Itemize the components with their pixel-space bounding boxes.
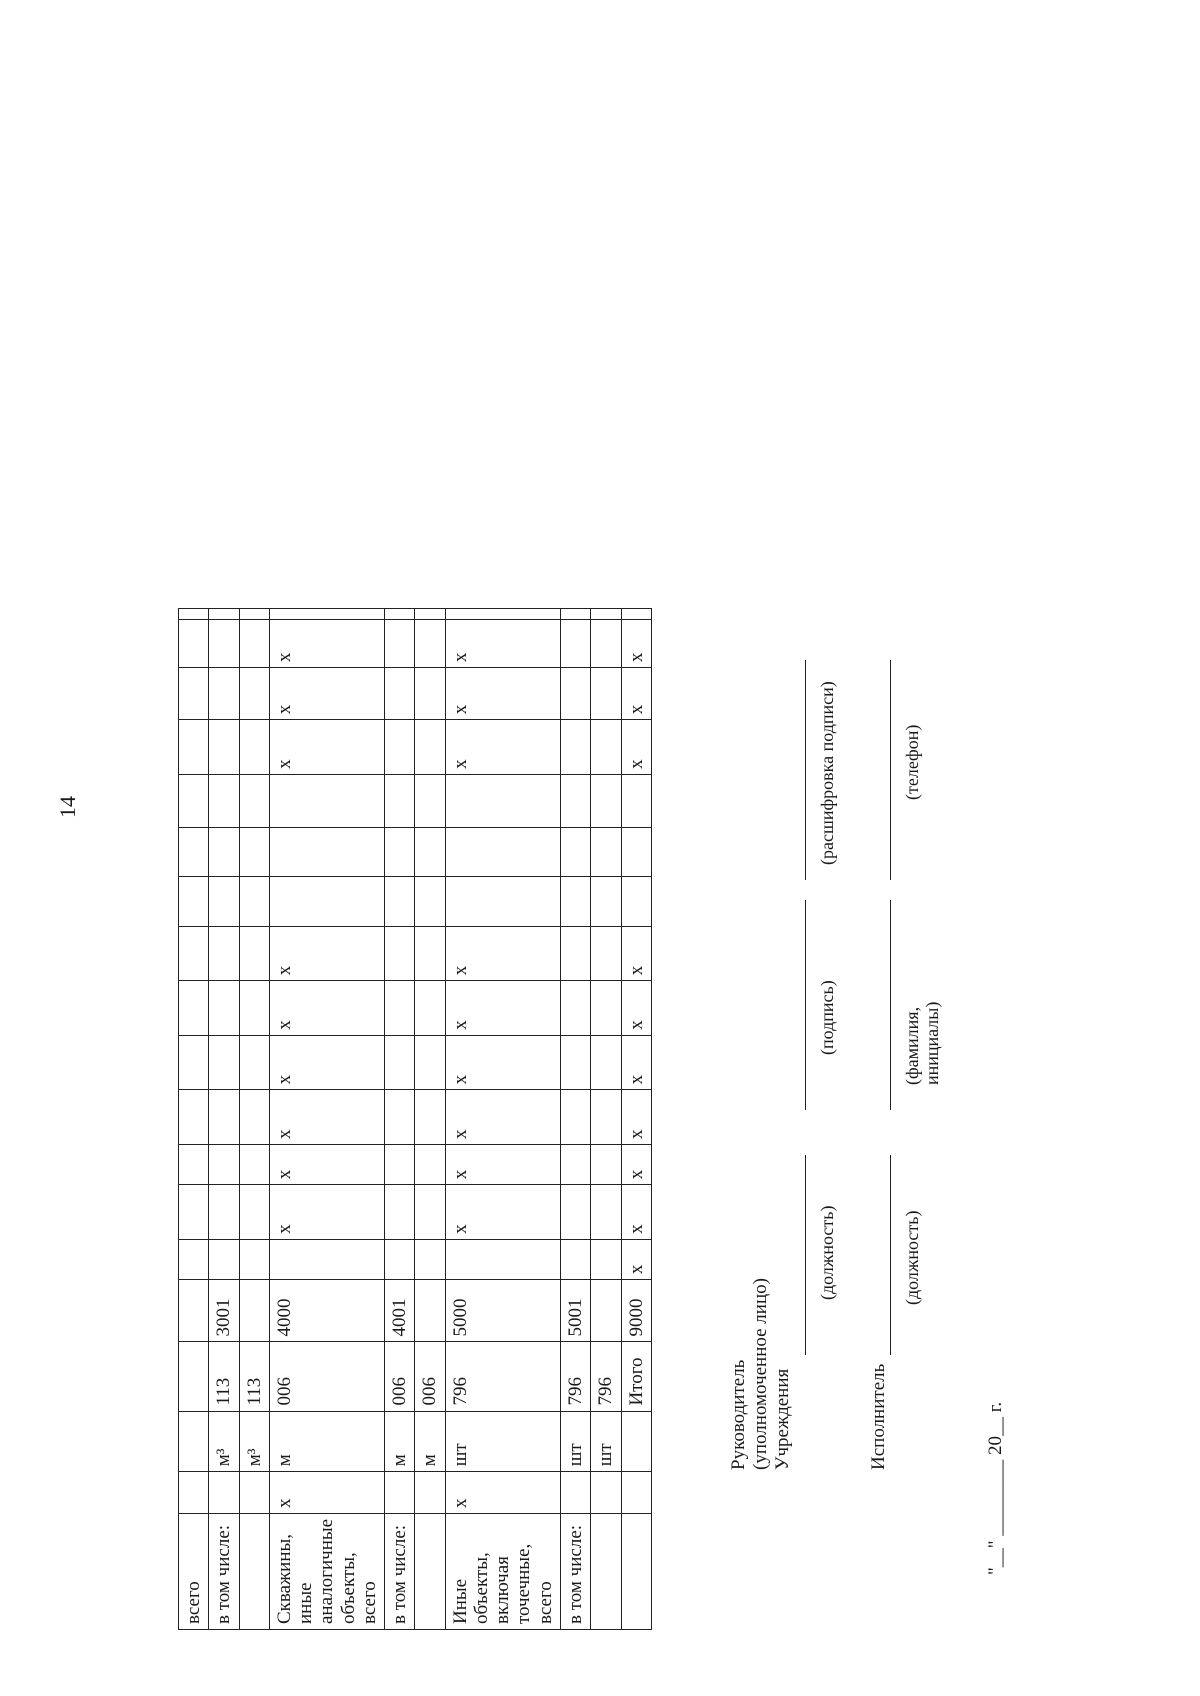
table-cell: х [445, 1090, 560, 1145]
head-label-3: Учреждения [772, 1368, 793, 1470]
table-cell: шт [445, 1411, 560, 1472]
table-cell: 113 [209, 1342, 239, 1411]
table-cell: 796 [445, 1342, 560, 1411]
executor-position-line [890, 1155, 891, 1355]
table-cell: шт [560, 1411, 590, 1472]
table-cell: х [269, 620, 384, 668]
table-cell: х [445, 1035, 560, 1090]
table-cell: х [269, 1144, 384, 1184]
table-cell: 5001 [560, 1280, 590, 1342]
table-cell: х [269, 981, 384, 1036]
table-cell: х [445, 981, 560, 1036]
table-cell: 796 [560, 1342, 590, 1411]
table-cell: х [445, 668, 560, 720]
table-cell: х [445, 1144, 560, 1184]
table-cell: х [445, 720, 560, 775]
table-cell: 006 [385, 1342, 415, 1411]
table-cell: х [269, 926, 384, 981]
table-cell: шт [591, 1411, 621, 1472]
table-cell: х [269, 668, 384, 720]
table-cell: Итого [621, 1342, 651, 1411]
table-cell: х [269, 720, 384, 775]
executor-name-caption-1: (фамилия, [902, 1006, 922, 1085]
head-signature-line [805, 900, 806, 1110]
row-name-cell: всего [179, 1513, 209, 1629]
table-cell: 006 [269, 1342, 384, 1411]
table-cell: 796 [591, 1342, 621, 1411]
table-cell: м³ [239, 1411, 269, 1472]
row-name-cell: в том числе: [209, 1513, 239, 1629]
table-cell: х [445, 926, 560, 981]
table-cell: х [269, 1472, 384, 1514]
head-decoding-caption: (расшифровка подписи) [817, 681, 837, 865]
table-cell: м [415, 1411, 445, 1472]
table-cell: х [621, 1090, 651, 1145]
table-cell: 113 [239, 1342, 269, 1411]
table-cell: м [269, 1411, 384, 1472]
table-cell: х [621, 1239, 651, 1279]
head-position-caption: (должность) [817, 1205, 837, 1300]
executor-name-line [890, 900, 891, 1110]
table-cell: 9000 [621, 1280, 651, 1342]
row-name-cell: Скважины, иные аналогичные объекты, всего [269, 1513, 384, 1629]
table-cell: х [621, 1185, 651, 1240]
executor-position-caption: (должность) [902, 1210, 922, 1305]
executor-label: Исполнитель [868, 1363, 889, 1470]
table-cell: 4000 [269, 1280, 384, 1342]
table-cell: х [621, 1144, 651, 1184]
table-cell: х [621, 981, 651, 1036]
row-name-cell: в том числе: [385, 1513, 415, 1629]
table-cell: 006 [415, 1342, 445, 1411]
table-cell: х [621, 620, 651, 668]
table-cell: 5000 [445, 1280, 560, 1342]
table-cell: х [621, 720, 651, 775]
row-name-cell: в том числе: [560, 1513, 590, 1629]
page-number: 14 [55, 796, 80, 818]
table-cell: х [445, 1472, 560, 1514]
date-line: "__" ________ 20__ г. [985, 1401, 1006, 1575]
head-signature-caption: (подпись) [817, 980, 837, 1055]
table-cell: х [269, 1035, 384, 1090]
table-cell: 4001 [385, 1280, 415, 1342]
head-decoding-line [805, 660, 806, 880]
executor-phone-caption: (телефон) [902, 724, 922, 800]
table-cell: х [445, 620, 560, 668]
executor-name-caption-2: инициалы) [922, 1001, 942, 1085]
table-cell: х [621, 1035, 651, 1090]
executor-phone-line [890, 660, 891, 880]
table-cell: х [269, 1185, 384, 1240]
table-cell: х [621, 668, 651, 720]
table-cell: х [269, 1090, 384, 1145]
head-label-1: Руководитель [728, 1359, 749, 1470]
table-cell: м [385, 1411, 415, 1472]
table-cell: х [445, 1185, 560, 1240]
table-cell: м³ [209, 1411, 239, 1472]
table-cell: 3001 [209, 1280, 239, 1342]
head-position-line [805, 1155, 806, 1355]
head-label-2: (уполномоченное лицо) [750, 1278, 771, 1470]
table-cell: х [621, 926, 651, 981]
row-name-cell: Иные объекты, включая точечные, всего [445, 1513, 560, 1629]
